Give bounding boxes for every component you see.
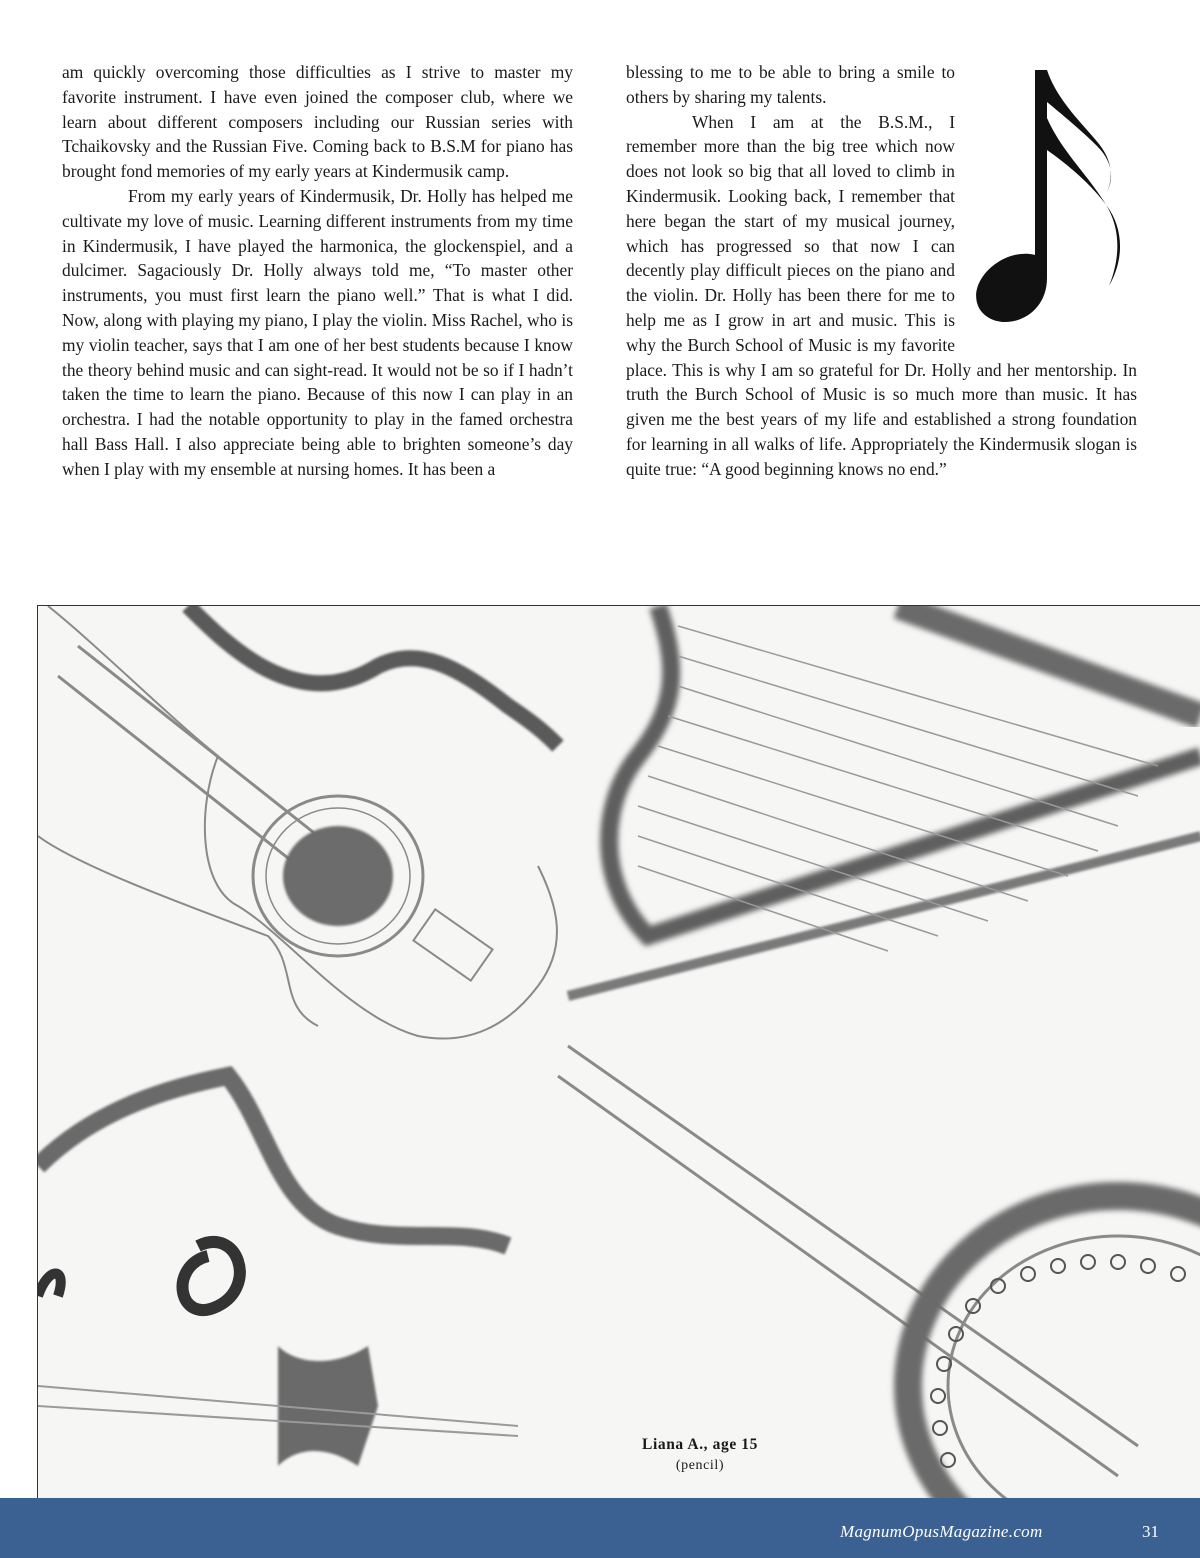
guitar-drawing bbox=[38, 606, 558, 1039]
artist-credit: Liana A., age 15 bbox=[642, 1436, 758, 1453]
paragraph: When I am at the B.S.M., I remember more than the big tree which now does not look so big that all loved to climb in Kindermusik. Looking back, I remember that here began the start of my musical journey, which has progressed so that now I can decently play difficult pieces on the piano and the violin. Dr. Holly has been there for me to help me as I grow in art and music. This is why the Burch School of Music is my favorite place. This is why I am so grateful for Dr. Holly and her mentorship. In truth the Burch School of Music is so much more than music. It has given me the best years of my life and established a strong foundation for learning in all walks of life. Appropriately the Kindermusik slogan is quite true: “A good beginning knows no end.” bbox=[626, 111, 1137, 479]
paragraph: From my early years of Kindermusik, Dr. Holly has helped me cultivate my love of music. Learning different instruments from my time in Kindermusik, I have played the harmonica, the glockenspiel, and a dulcimer. Sagaciously Dr. Holly always told me, “To master other instruments, you must first learn the piano well.” That is what I did. Now, along with playing my piano, I play the violin. Miss Rachel, who is my violin teacher, says that I am one of her best students because I know the theory behind music and can sight-read. It would not be so if I hadn’t taken the time to learn the piano. Because of this now I can play in an orchestra. I had the notable opportunity to play in the famed orchestra hall Bass Hall. I also appreciate being able to brighten someone’s day when I play with my ensemble at nursing homes. It has been a bbox=[62, 185, 573, 479]
harp-drawing bbox=[568, 606, 1200, 996]
paragraph: blessing to me to be able to bring a smile to others by sharing my talents. bbox=[626, 62, 955, 107]
violin-drawing bbox=[38, 1076, 518, 1466]
article-right-column bbox=[626, 60, 1137, 482]
footer-site-url[interactable]: MagnumOpusMagazine.com bbox=[840, 1522, 1043, 1541]
article-left-column bbox=[62, 60, 573, 482]
banjo-drawing bbox=[558, 1046, 1200, 1499]
sixteenth-note-icon bbox=[973, 60, 1137, 350]
instrument-artwork bbox=[37, 605, 1200, 1499]
artwork-caption bbox=[600, 1436, 800, 1474]
page-footer bbox=[0, 1498, 1200, 1558]
artwork-medium: (pencil) bbox=[675, 1458, 725, 1473]
page-number: 31 bbox=[1142, 1522, 1159, 1541]
paragraph: am quickly overcoming those difficulties as I strive to master my favorite instrument. I have even joined the composer club, where we learn about different composers including our Russian series with Tchaikovsky and the Russian Five. Coming back to B.S.M for piano has brought fond memories of my early years at Kindermusik camp. bbox=[62, 62, 573, 182]
